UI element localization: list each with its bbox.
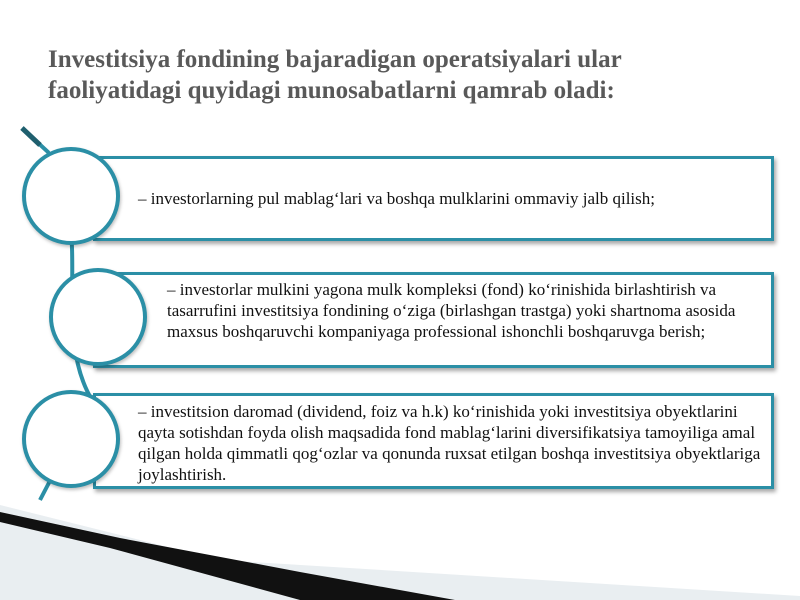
bottom-swoosh-light (0, 505, 800, 600)
list-item-text-2: – investorlar mulkini yagona mulk kompleksi (fond) ko‘rinishida birlashtirish va tasarrufini investitsiya fondining o‘ziga (birlashgan trastga) yoki shartnoma asosida maxsus boshqaruvchi kompaniyaga professional ishonchli boshqaruvga berish; (167, 280, 736, 341)
bullet-circle-3 (22, 390, 120, 488)
list-item-text-3: – investitsion daromad (dividend, foiz va h.k) ko‘rinishida yoki investitsiya obyektlarini qayta sotishdan foyda olish maqsadida fond mablag‘larini diversifikatsiya tamoyiliga amal qilgan holda qimmatli qog‘ozlar va qonunda ruxsat etilgan boshqa investitsiya obyektlariga joylashtirish. (138, 402, 761, 484)
bullet-circle-1 (22, 147, 120, 245)
slide-title: Investitsiya fondining bajaradigan operatsiyalari ular faoliyatidagi quyidagi munosabatlarni qamrab oladi: (48, 46, 622, 104)
list-item-text-1: – investorlarning pul mablag‘lari va boshqa mulklarini ommaviy jalb qilish; (138, 189, 655, 208)
bullet-circle-2 (49, 268, 147, 366)
connector-line-dark (22, 128, 40, 145)
